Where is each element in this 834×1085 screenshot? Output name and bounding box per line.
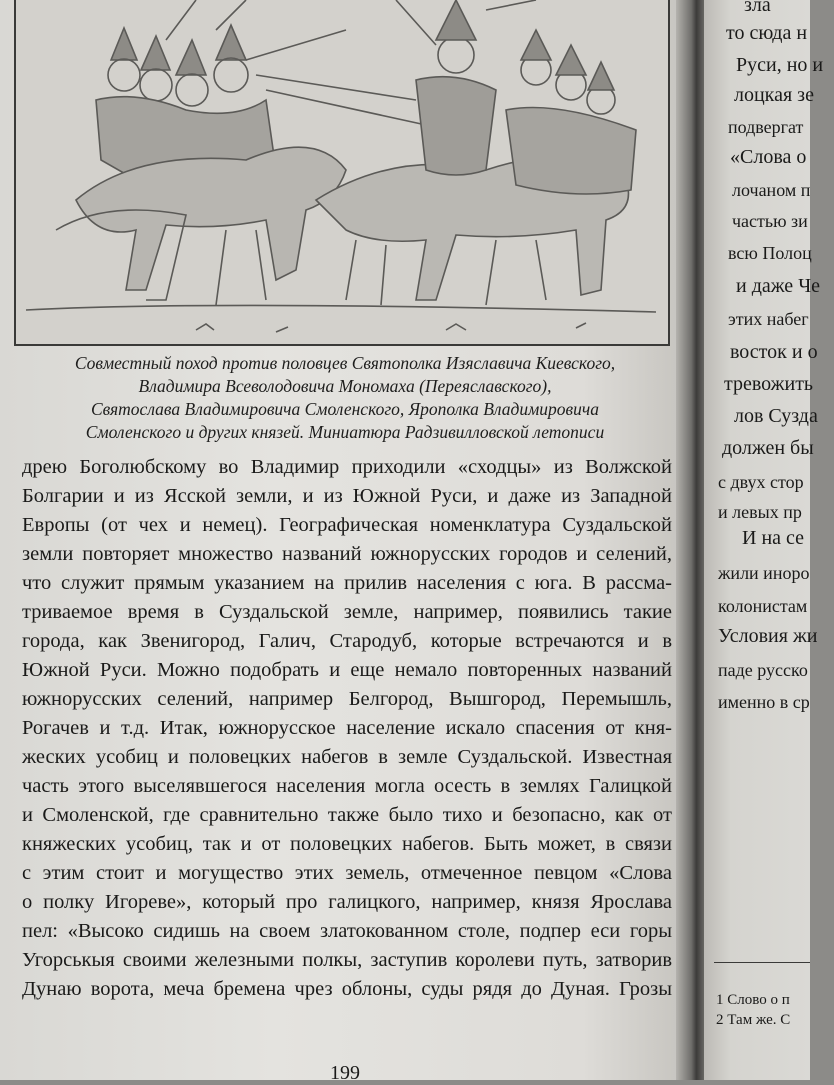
text-line: княжеских усобиц, так и от половецких набегов. Быть может, в связи [22,833,672,855]
right-text-line: подвергат [728,117,804,137]
right-text-line: всю Полоц [728,243,812,263]
right-text-line: этих набег [728,309,809,329]
text-line: триваемое время в Суздальской земле, например, появились такие [22,601,672,623]
text-line: часть этого выселявшегося населения могла осесть в землях Галицкой [22,775,672,797]
text-line: Рогачев и т.д. Итак, южнорусское население искало спасения от кня- [22,717,672,739]
text-line: пел: «Высоко сидишь на своем златокованном столе, подпер еси горы [22,920,672,942]
right-text-line: паде русско [718,660,808,680]
caption-line: Смоленского и других князей. Миниатюра Радзивилловской летописи [85,422,605,442]
right-text-line: с двух стор [718,472,804,492]
right-text-line: частью зи [732,211,808,231]
text-line: дрею Боголюбскому во Владимир приходили «сходцы» из Волжской [22,456,672,478]
illustration-caption [20,352,670,444]
text-line: Южной Руси. Можно подобрать и еще немало повторенных названий [22,659,672,681]
text-line: жеских усобиц и половецких набегов в земле Суздальской. Известная [22,746,672,768]
text-line: южнорусских селений, например Белгород, Вышгород, Перемышль, [22,688,672,710]
right-text-line: Руси, но и [736,54,824,76]
right-text-line: зла [744,0,771,16]
right-text-line: лоцкая зе [734,84,814,106]
text-line: Болгарии и из Ясской земли, и из Южной Руси, и даже из Западной [22,485,672,507]
right-text-line: колонистам [718,596,808,616]
body-text [22,453,672,1004]
footnote: 2 Там же. С [716,1012,791,1028]
right-text-line: и левых пр [718,502,802,522]
right-text-line: восток и о [730,341,818,363]
text-line: что служит прямым указанием на прилив населения с юга. В рассма- [22,572,672,594]
text-line: и Смоленской, где сравнительно также было тихо и безопасно, как от [22,804,672,826]
right-text-line: то сюда н [726,22,808,44]
text-line: города, как Звенигород, Галич, Стародуб, которые встречаются и в [22,630,672,652]
text-line: Дунаю ворота, меча бремена чрез облоны, суды рядя до Дуная. Грозы [22,978,672,1000]
caption-line: Владимира Всеволодовича Мономаха (Переяславского), [138,376,552,396]
caption-line: Совместный поход против половцев Святополка Изяславича Киевского, [74,353,616,373]
right-text-line: Условия жи [718,625,818,647]
right-text-line: должен бы [722,437,814,459]
text-line: Угорськыя своими железными полкы, заступив королеви путь, затворив [22,949,672,971]
page-number: 199 [330,1062,360,1084]
text-line: земли повторяет множество названий южнорусских городов и селений, [22,543,672,565]
right-text-line: и даже Че [736,275,821,297]
right-text-line: «Слова о [730,146,807,168]
miniature-drawing [16,0,668,344]
text-line: с этим стоит и могущество этих земель, отмеченное певцом «Слова [22,862,672,884]
right-text-line: лов Сузда [734,405,818,427]
text-line: Европы (от чех и немец). Географическая номенклатура Суздальской [22,514,672,536]
right-text-line: именно в ср [718,692,810,712]
right-text-line: жили иноро [718,563,810,583]
footnote: 1 Слово о п [716,992,790,1008]
chronicle-miniature [14,0,670,346]
footnote-rule [714,962,810,963]
caption-line: Святослава Владимировича Смоленского, Ярополка Владимировича [90,399,599,419]
right-text-line: И на се [742,527,805,549]
right-text-line: лочаном п [732,180,811,200]
right-text-line: тревожить [724,373,814,395]
text-line: о полку Игореве», который про галицкого, например, князя Ярослава [22,891,672,913]
